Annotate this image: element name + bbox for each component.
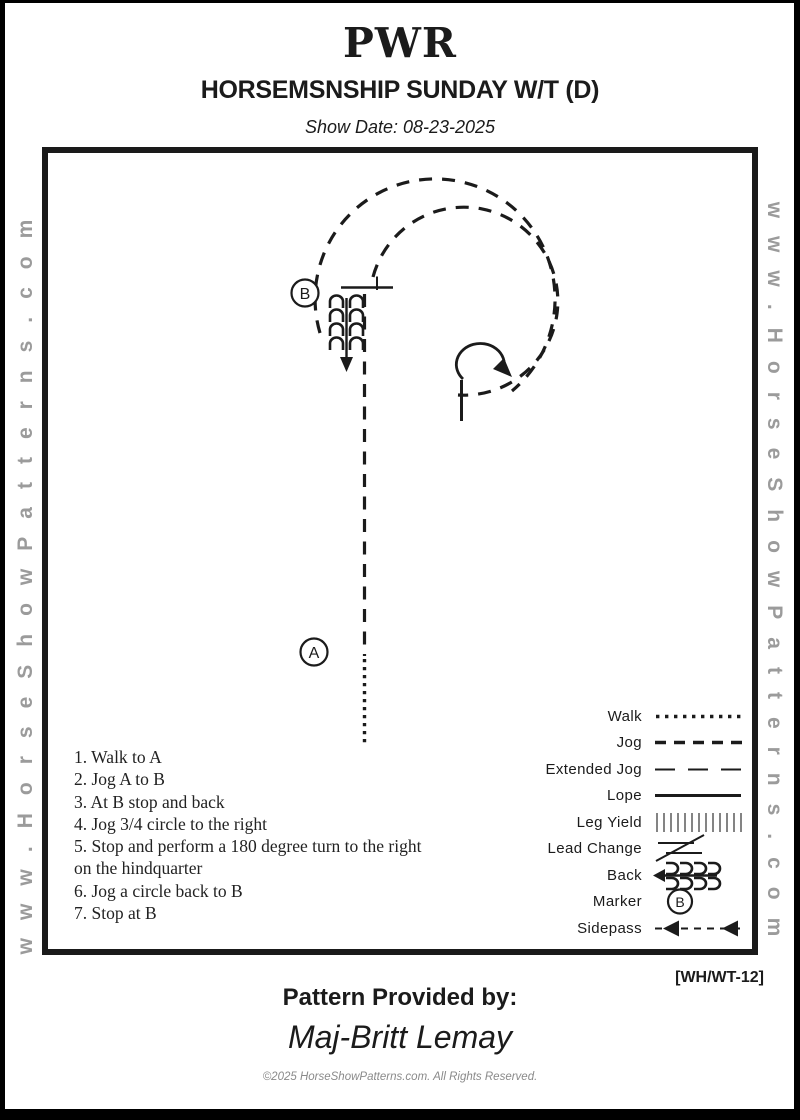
legend-row-walk xyxy=(455,703,747,730)
legend-label: Lope xyxy=(607,787,642,805)
instruction-line: 6. Jog a circle back to B xyxy=(74,880,243,901)
provided-by-label: Pattern Provided by: xyxy=(282,984,518,1011)
back-arch-icon xyxy=(330,296,343,309)
legend-label: Jog xyxy=(616,734,642,752)
back-arch-icon xyxy=(350,324,363,337)
watermark-right: www.HorseShowPatterns.com xyxy=(763,201,786,955)
legend-row-back xyxy=(455,862,747,889)
instruction-line: 3. At B stop and back xyxy=(74,791,225,812)
provider-name: Maj-Britt Lemay xyxy=(287,1019,513,1055)
watermark-left: www.HorseShowPatterns.com xyxy=(14,201,37,955)
legend-row-lead-change xyxy=(455,836,747,863)
jog-three-quarter-circle-path xyxy=(373,207,558,395)
marker-b-letter: B xyxy=(299,286,311,303)
instruction-line: 4. Jog 3/4 circle to the right xyxy=(74,813,267,834)
legend-row-jog xyxy=(455,730,747,757)
leg-yield-hatch-icon xyxy=(653,809,745,836)
copyright-text: ©2025 HorseShowPatterns.com. All Rights Reserved. xyxy=(262,1071,538,1083)
lope-line-icon xyxy=(653,782,745,809)
legend-row-sidepass xyxy=(455,915,747,942)
lead-change-icon xyxy=(653,835,745,862)
show-date: Show Date: 08-23-2025 xyxy=(304,117,496,137)
back-symbol-icon xyxy=(653,862,745,889)
gait-legend xyxy=(455,703,747,942)
turn-arrow-head-icon xyxy=(493,358,512,377)
instruction-line: on the hindquarter xyxy=(74,858,203,879)
extended-jog-line-icon xyxy=(653,756,745,783)
legend-marker-letter: B xyxy=(675,894,685,911)
turn-180-arc xyxy=(456,343,504,379)
walk-line-icon xyxy=(653,703,745,730)
legend-row-lope xyxy=(455,783,747,810)
back-arrow-head-icon xyxy=(340,357,353,372)
jog-line-icon xyxy=(653,729,745,756)
legend-label: Walk xyxy=(607,707,642,725)
back-arch-icon xyxy=(350,296,363,309)
legend-row-marker xyxy=(455,889,747,916)
page-title: PWR xyxy=(343,19,457,67)
legend-row-extended-jog xyxy=(455,756,747,783)
legend-label: Marker xyxy=(592,893,642,911)
marker-a-letter: A xyxy=(308,645,320,662)
legend-label: Lead Change xyxy=(547,840,642,858)
back-arch-icon xyxy=(350,310,363,323)
instruction-line: 2. Jog A to B xyxy=(74,769,165,790)
back-arch-icon xyxy=(330,324,343,337)
back-arch-icon xyxy=(330,338,343,351)
back-arch-icon xyxy=(330,310,343,323)
back-arch-icon xyxy=(350,338,363,351)
legend-label: Sidepass xyxy=(577,919,642,937)
instruction-line: 5. Stop and perform a 180 degree turn to the right xyxy=(74,836,422,857)
legend-label: Extended Jog xyxy=(545,760,642,778)
class-title: HORSEMSNSHIP SUNDAY W/T (D) xyxy=(200,76,600,104)
legend-label: Back xyxy=(607,866,642,884)
instruction-line: 7. Stop at B xyxy=(74,903,157,924)
marker-circle-icon xyxy=(653,888,745,915)
sidepass-icon xyxy=(653,915,745,942)
legend-row-leg-yield xyxy=(455,809,747,836)
instruction-line: 1. Walk to A xyxy=(74,747,162,767)
pattern-code: [WH/WT-12] xyxy=(675,969,764,986)
legend-label: Leg Yield xyxy=(576,813,642,831)
